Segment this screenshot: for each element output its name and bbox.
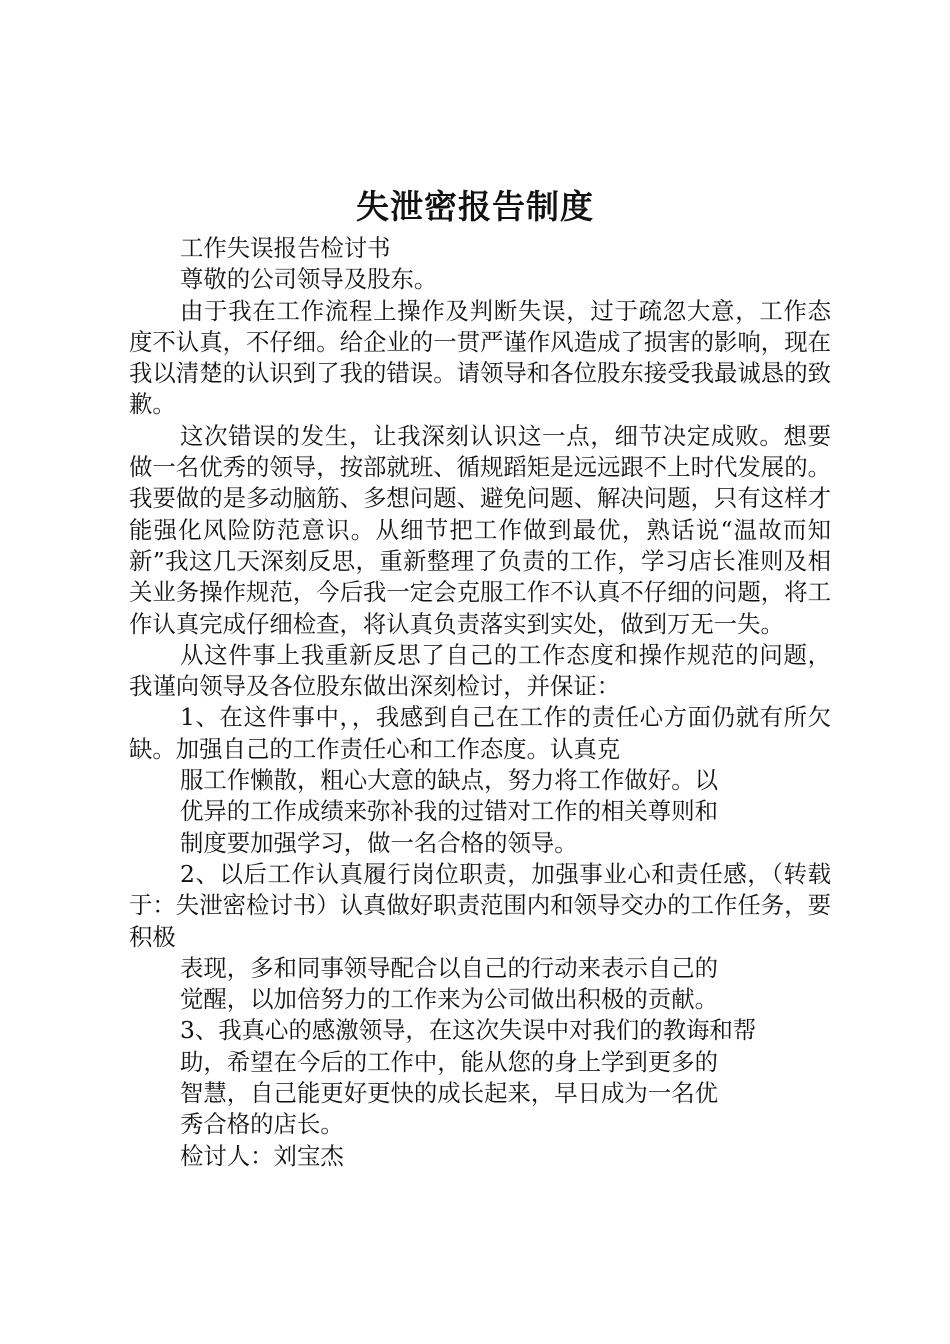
- paragraph-letter-heading: 工作失误报告检讨书: [180, 234, 391, 262]
- paragraph-point-2-cont-b: 觉醒，以加倍努力的工作来为公司做出积极的贡献。: [180, 985, 718, 1014]
- paragraph-point-3: 3、我真心的感激领导，在这次失误中对我们的教诲和帮: [180, 1016, 757, 1045]
- paragraph-salutation: 尊敬的公司领导及股东。: [180, 265, 438, 294]
- paragraph-point-2: 2、以后工作认真履行岗位职责，加强事业心和责任感，（转载于：失泄密检讨书）认真做好职责范围内和领导交办的工作任务，要积极: [129, 859, 831, 951]
- paragraph-point-2-cont-a: 表现，多和同事领导配合以自己的行动来表示自己的: [180, 953, 718, 982]
- paragraph-point-1-cont-c: 制度要加强学习，做一名合格的领导。: [180, 828, 578, 857]
- paragraph-point-1-cont-a: 服工作懒散，粗心大意的缺点，努力将工作做好。以: [180, 766, 718, 795]
- paragraph-apology: 由于我在工作流程上操作及判断失误，过于疏忽大意，工作态度不认真，不仔细。给企业的一贯严谨作风造成了损害的影响，现在我以清楚的认识到了我的错误。请领导和各位股东接受我最诚恳的致歉。: [129, 296, 831, 419]
- paragraph-point-1: 1、在这件事中，，我感到自己在工作的责任心方面仍就有所欠缺。加强自己的工作责任心和工作态度。认真克: [129, 703, 831, 763]
- document-title: 失泄密报告制度: [356, 187, 594, 226]
- paragraph-point-3-cont-b: 智慧，自己能更好更快的成长起来，早日成为一名优: [180, 1079, 718, 1108]
- paragraph-point-1-cont-b: 优异的工作成绩来弥补我的过错对工作的相关尊则和: [180, 797, 718, 826]
- paragraph-point-3-cont-a: 助，希望在今后的工作中，能从您的身上学到更多的: [180, 1047, 718, 1076]
- document-body: [129, 233, 831, 1172]
- paragraph-point-3-cont-c: 秀合格的店长。: [180, 1110, 344, 1139]
- paragraph-reflection: 这次错误的发生，让我深刻认识这一点，细节决定成败。想要做一名优秀的领导，按部就班、循规蹈矩是远远跟不上时代发展的。我要做的是多动脑筋、多想问题、避免问题、解决问题，只有这样才能强化风险防范意识。从细节把工作做到最优，熟话说“温故而知新”我这几天深刻反思，重新整理了负责的工作，学习店长准则及相关业务操作规范，今后我一定会克服工作不认真不仔细的问题，将工作认真完成仔细检查，将认真负责落实到实处，做到万无一失。: [129, 421, 831, 638]
- paragraph-guarantee-intro: 从这件事上我重新反思了自己的工作态度和操作规范的问题，我谨向领导及各位股东做出深刻检讨，并保证：: [129, 640, 831, 701]
- paragraph-signature: 检讨人：刘宝杰: [180, 1141, 344, 1170]
